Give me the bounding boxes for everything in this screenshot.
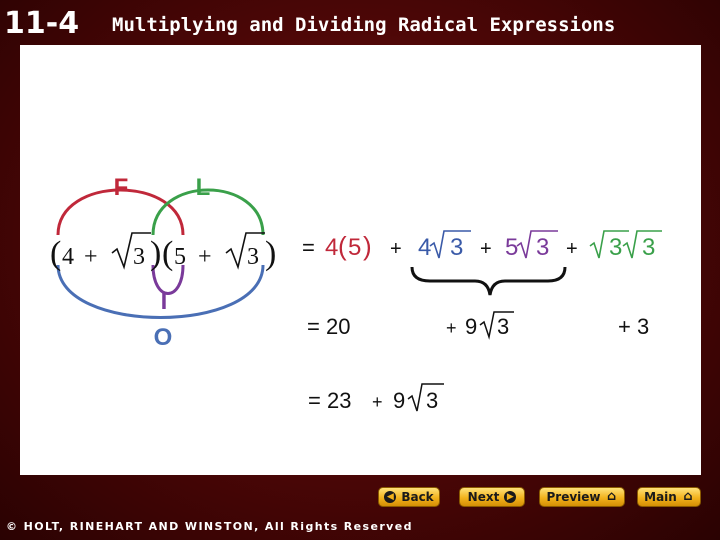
- paren-open-1: (: [50, 235, 62, 272]
- plus-sign: +: [390, 238, 402, 260]
- foil-letter-f: F: [113, 174, 129, 201]
- paren-close-2: ): [265, 235, 277, 272]
- original-expression: [50, 233, 276, 272]
- next-button[interactable]: [459, 487, 525, 507]
- plus-1: +: [84, 244, 98, 270]
- chevron-left-icon: ◀: [384, 491, 396, 503]
- chevron-right-icon: ▶: [504, 491, 516, 503]
- outer-term-coef: 4: [418, 234, 432, 261]
- expr-b: 3: [133, 244, 145, 270]
- radical-sign: [112, 233, 151, 267]
- foil-letter-o: O: [153, 324, 173, 351]
- home-icon: ⌂: [606, 489, 617, 504]
- first-term-paren-open: (: [338, 231, 347, 261]
- line2-first: = 20: [307, 314, 351, 339]
- first-term-coef: 4: [325, 234, 339, 261]
- radical-sign: [226, 233, 265, 267]
- line2-middle-coef: 9: [465, 314, 478, 339]
- step-line-2: [307, 312, 649, 339]
- last-term-rad-2: 3: [642, 234, 656, 261]
- expr-a: 4: [62, 244, 74, 270]
- back-button[interactable]: [378, 487, 440, 507]
- next-label: Next: [467, 490, 500, 504]
- preview-button[interactable]: [539, 487, 625, 507]
- paren-open-2: (: [162, 235, 174, 272]
- foil-letter-l: L: [195, 174, 211, 201]
- expr-d: 3: [247, 244, 259, 270]
- equals-sign: =: [302, 235, 315, 260]
- expr-c: 5: [174, 244, 186, 270]
- foil-letter-i: I: [160, 288, 168, 315]
- line2-last: + 3: [618, 314, 650, 339]
- copyright-footer: © HOLT, RINEHART AND WINSTON, All Rights Reserved: [6, 520, 413, 533]
- paren-close-1: ): [150, 235, 162, 272]
- step-line-1: [302, 231, 662, 261]
- home-icon: ⌂: [683, 489, 693, 504]
- inner-term-rad: 3: [536, 234, 550, 261]
- line3-coef: 9: [393, 388, 406, 413]
- back-label: Back: [401, 490, 434, 504]
- inner-term-coef: 5: [505, 234, 519, 261]
- line3-rad: 3: [426, 388, 439, 413]
- first-term-inner: 5: [348, 234, 362, 261]
- plus-sign: +: [446, 318, 457, 338]
- underbrace: [412, 267, 565, 295]
- line3-eq: = 23: [308, 388, 352, 413]
- slide-content: [20, 45, 701, 475]
- step-line-3: [308, 384, 444, 413]
- first-term-paren-close: ): [363, 231, 372, 261]
- lesson-number: 11-4: [4, 6, 80, 41]
- line2-middle-rad: 3: [497, 314, 510, 339]
- outer-term-rad: 3: [450, 234, 464, 261]
- main-button[interactable]: [637, 487, 701, 507]
- plus-sign: +: [372, 392, 383, 412]
- foil-math: [20, 45, 701, 475]
- main-label: Main: [644, 490, 677, 504]
- plus-2: +: [198, 244, 212, 270]
- preview-label: Preview: [546, 490, 601, 504]
- plus-sign: +: [480, 238, 492, 260]
- lesson-title: Multiplying and Dividing Radical Expressions: [112, 14, 616, 36]
- last-term-rad-1: 3: [609, 234, 623, 261]
- header-bar: [0, 0, 720, 48]
- plus-sign: +: [566, 238, 578, 260]
